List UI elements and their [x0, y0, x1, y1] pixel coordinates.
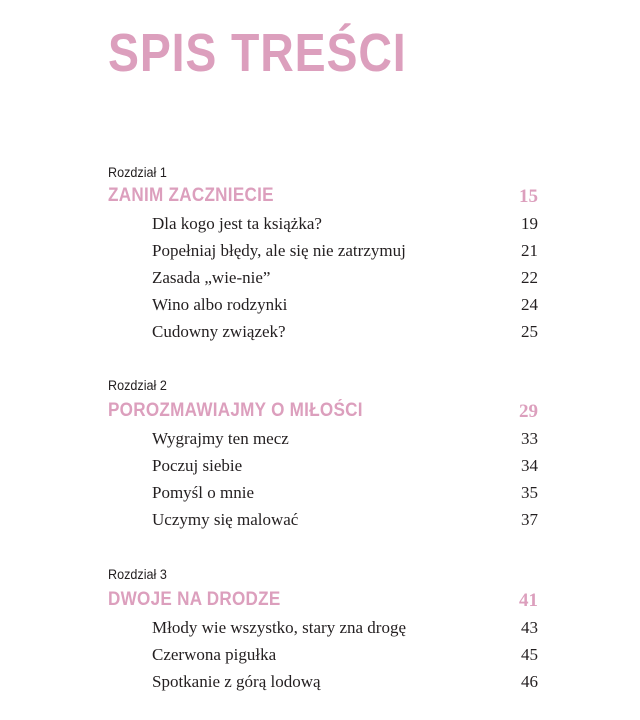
- toc-entry[interactable]: [152, 322, 538, 346]
- chapter-1-title[interactable]: ZANIM ZACZNIECIE: [108, 185, 274, 206]
- chapter-1-page-number: 15: [519, 186, 538, 207]
- toc-entry[interactable]: [152, 214, 538, 238]
- toc-entry-title: Uczymy się malować: [152, 510, 299, 529]
- toc-entry-page: 25: [521, 322, 538, 341]
- toc-entry[interactable]: [152, 483, 538, 507]
- toc-entry-page: 33: [521, 429, 538, 448]
- toc-entry-title: Czerwona pigułka: [152, 645, 277, 664]
- chapter-2-title[interactable]: POROZMAWIAJMY O MIŁOŚCI: [108, 400, 363, 421]
- toc-entry-page: 22: [521, 268, 538, 287]
- toc-entry-title: Wino albo rodzynki: [152, 295, 288, 314]
- toc-entry-title: Spotkanie z górą lodową: [152, 672, 321, 691]
- toc-entry-title: Cudowny związek?: [152, 322, 286, 341]
- toc-entry[interactable]: [152, 672, 538, 696]
- toc-entry[interactable]: [152, 645, 538, 669]
- toc-entry[interactable]: [152, 241, 538, 265]
- page-title: SPIS TREŚCI: [108, 23, 407, 83]
- toc-entry-page: 37: [521, 510, 538, 529]
- toc-entry[interactable]: [152, 429, 538, 453]
- toc-entry-page: 46: [521, 672, 538, 691]
- toc-entry[interactable]: [152, 295, 538, 319]
- chapter-2-page-number: 29: [519, 401, 538, 422]
- chapter-2-label: Rozdział 2: [108, 377, 167, 393]
- toc-entry-title: Popełniaj błędy, ale się nie zatrzymuj: [152, 241, 406, 260]
- toc-entry-title: Poczuj siebie: [152, 456, 243, 475]
- toc-entry-page: 19: [521, 214, 538, 233]
- toc-entry[interactable]: [152, 618, 538, 642]
- toc-entry-page: 21: [521, 241, 538, 260]
- toc-entry-page: 34: [521, 456, 538, 475]
- toc-entry[interactable]: [152, 456, 538, 480]
- chapter-3-title[interactable]: DWOJE NA DRODZE: [108, 589, 281, 610]
- toc-entry[interactable]: [152, 510, 538, 534]
- toc-entry-title: Pomyśl o mnie: [152, 483, 255, 502]
- toc-entry[interactable]: [152, 268, 538, 292]
- toc-entry-page: 35: [521, 483, 538, 502]
- toc-entry-page: 24: [521, 295, 538, 314]
- toc-entry-page: 43: [521, 618, 538, 637]
- toc-entry-title: Dla kogo jest ta książka?: [152, 214, 322, 233]
- chapter-1-label: Rozdział 1: [108, 164, 167, 180]
- toc-entry-title: Zasada „wie-nie”: [152, 268, 271, 287]
- toc-entry-title: Wygrajmy ten mecz: [152, 429, 289, 448]
- toc-entry-page: 45: [521, 645, 538, 664]
- chapter-3-page-number: 41: [519, 590, 538, 611]
- toc-entry-title: Młody wie wszystko, stary zna drogę: [152, 618, 407, 637]
- chapter-3-label: Rozdział 3: [108, 566, 167, 582]
